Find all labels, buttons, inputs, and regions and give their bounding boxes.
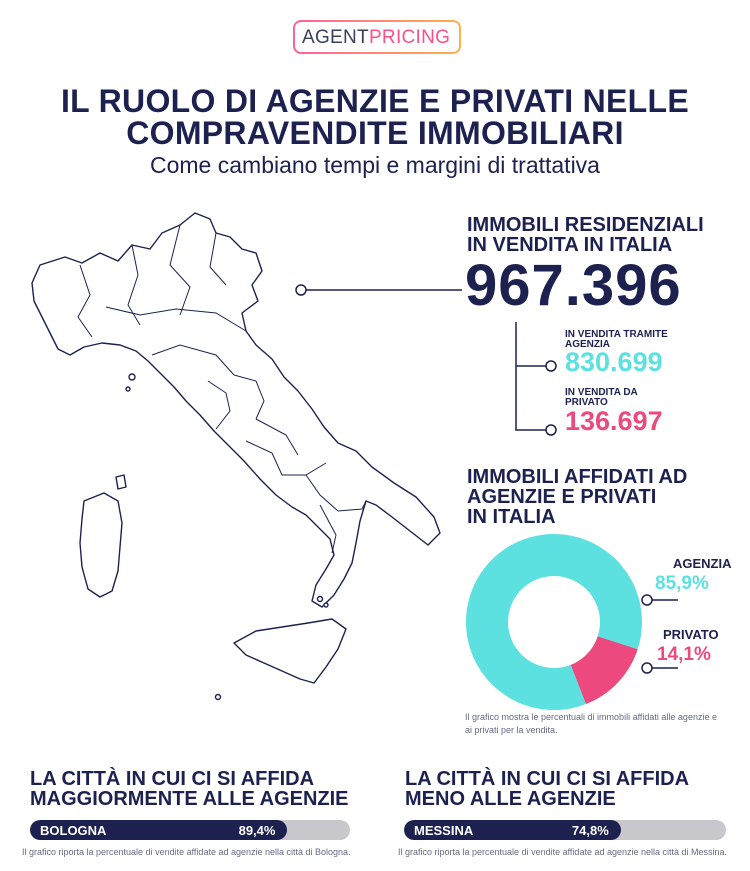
total-connector: [294, 282, 464, 298]
donut-heading-line3: IN ITALIA: [467, 506, 556, 528]
most-bar-fill: [30, 820, 287, 840]
least-city: MESSINA: [414, 823, 474, 838]
sardinia-shape: [80, 493, 122, 597]
island-dot: [216, 695, 221, 700]
italy-map: [20, 205, 450, 705]
island-dot: [129, 374, 135, 380]
most-heading-line1: LA CITTÀ IN CUI CI SI AFFIDA: [30, 768, 315, 790]
private-label-line1: IN VENDITA DA: [565, 387, 638, 398]
most-note: Il grafico riporta la percentuale di vendite affidate ad agenzie nella città di Bologna.: [22, 847, 351, 857]
donut-heading-line1: IMMOBILI AFFIDATI AD: [467, 466, 688, 488]
sicily-shape: [234, 619, 346, 683]
private-value: 136.697: [565, 406, 663, 436]
least-note: Il grafico riporta la percentuale di vendite affidate ad agenzie nella città di Messina.: [398, 847, 728, 857]
donut-legend-agency-value: 85,9%: [655, 573, 709, 594]
island-shape: [116, 475, 126, 489]
most-city: BOLOGNA: [40, 823, 107, 838]
donut-note-line1: Il grafico mostra le percentuali di immobili affidati alle agenzie e: [465, 712, 717, 722]
branch-connector: [510, 320, 570, 440]
page-title-line2: COMPRAVENDITE IMMOBILIARI: [126, 115, 624, 151]
page-title-line1: IL RUOLO DI AGENZIE E PRIVATI NELLE: [60, 83, 689, 119]
most-bar-track: [30, 820, 350, 840]
least-bar-fill: [404, 820, 621, 840]
most-heading-line2: MAGGIORMENTE ALLE AGENZIE: [30, 788, 349, 810]
agency-label-line1: IN VENDITA TRAMITE: [565, 329, 668, 340]
private-label-line2: PRIVATO: [565, 397, 608, 408]
donut-chart: [464, 532, 644, 712]
donut-legend-private-label: PRIVATO: [663, 627, 719, 642]
logo-part-agent: AGENT: [302, 27, 369, 48]
island-dot: [324, 603, 328, 607]
donut-heading-line2: AGENZIE E PRIVATI: [467, 486, 657, 508]
least-heading-line1: LA CITTÀ IN CUI CI SI AFFIDA: [405, 768, 690, 790]
least-heading-line2: MENO ALLE AGENZIE: [405, 788, 616, 810]
donut-note-line2: ai privati per la vendita.: [465, 725, 558, 735]
island-dot: [318, 597, 323, 602]
least-value: 74,8%: [571, 823, 609, 838]
logo-part-pricing: PRICING: [368, 27, 451, 48]
agency-label-line2: AGENZIA: [565, 339, 610, 350]
listings-heading-line2: IN VENDITA IN ITALIA: [467, 234, 673, 256]
donut-legend-agency-label: AGENZIA: [673, 556, 732, 571]
logo: [302, 27, 450, 49]
page-subtitle: Come cambiano tempi e margini di trattativa: [150, 152, 600, 178]
most-value: 89,4%: [238, 823, 276, 838]
donut-legend-private-value: 14,1%: [657, 644, 711, 665]
listings-total-value: 967.396: [465, 253, 682, 318]
island-dot: [126, 387, 130, 391]
listings-heading-line1: IMMOBILI RESIDENZIALI: [467, 214, 704, 236]
least-bar-track: [404, 820, 726, 840]
agency-value: 830.699: [565, 347, 663, 377]
